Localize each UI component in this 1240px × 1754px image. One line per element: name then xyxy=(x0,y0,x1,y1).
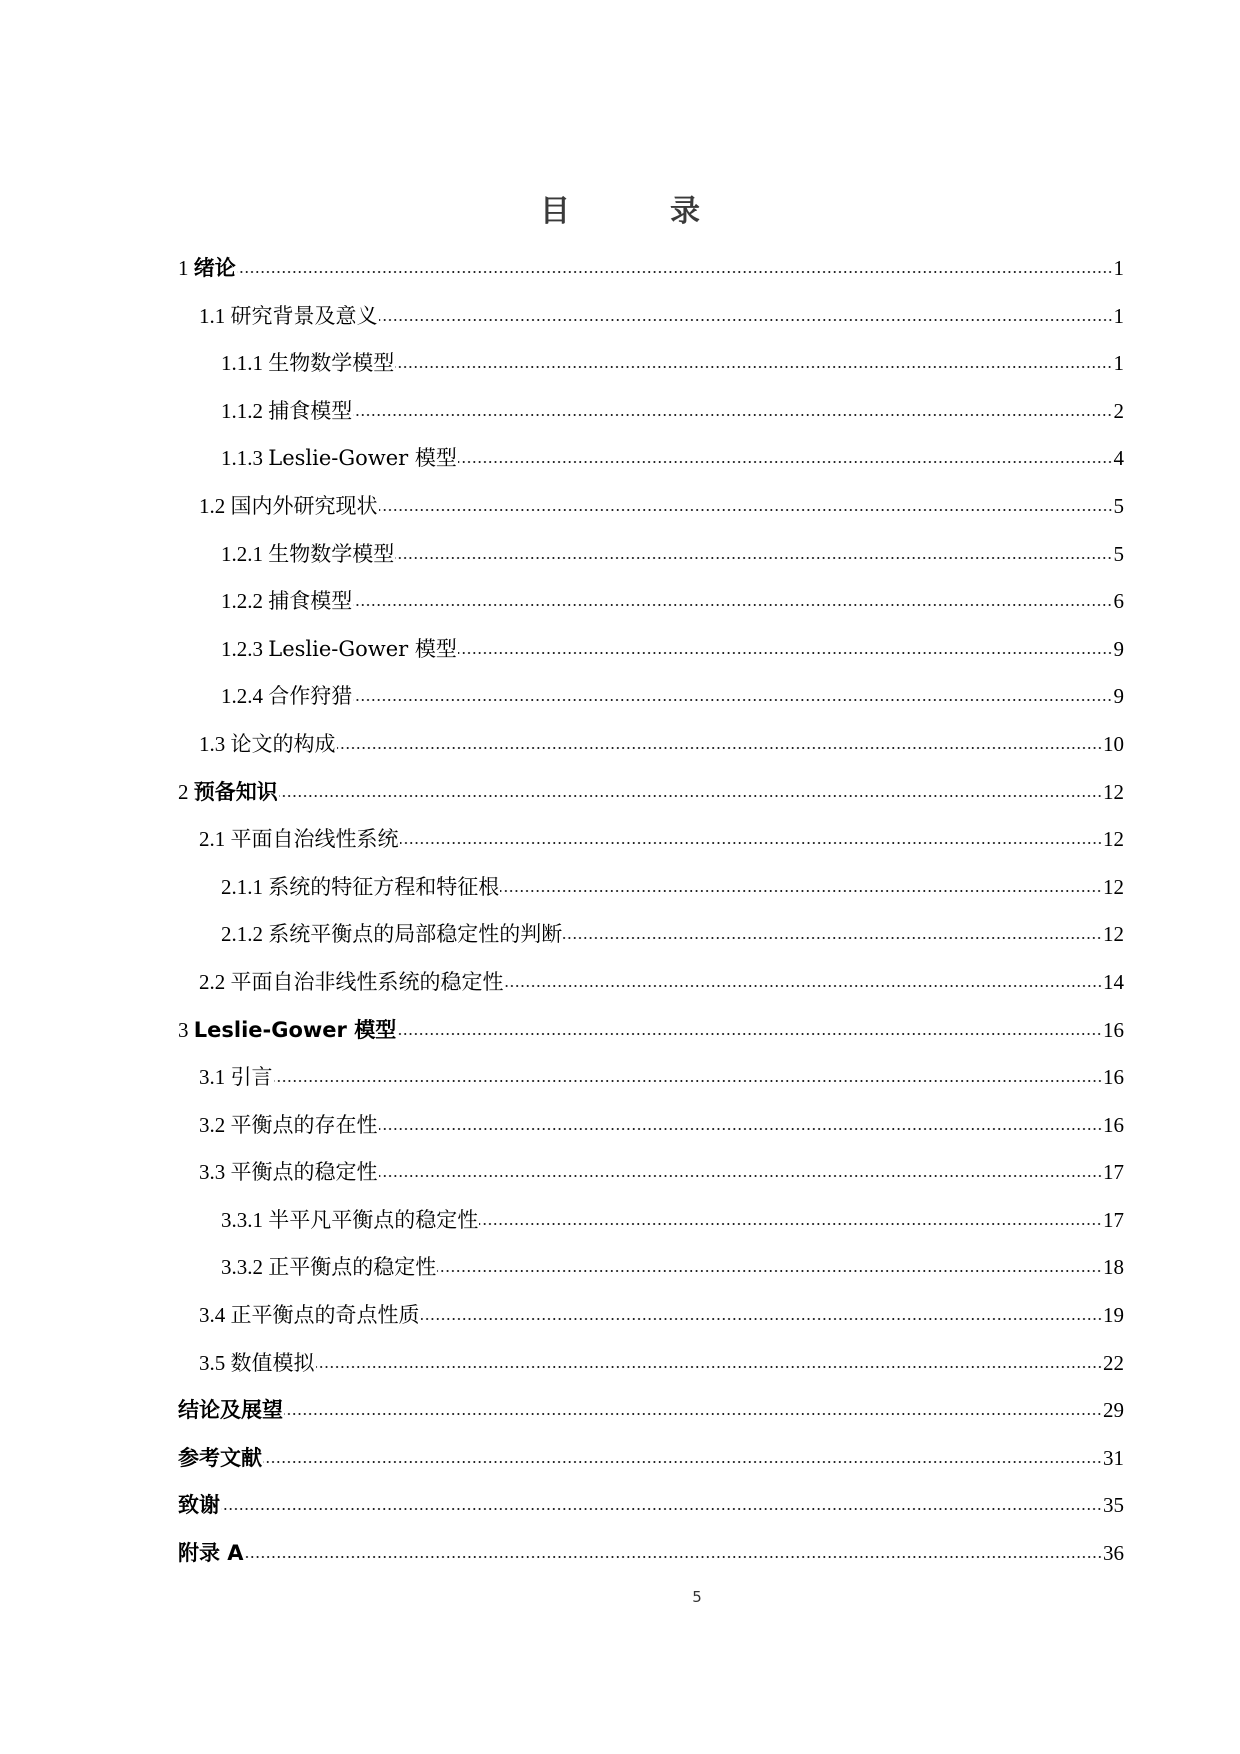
toc-entry-page-number: 16 xyxy=(1103,1112,1124,1137)
toc-entry-page-number: 17 xyxy=(1103,1160,1124,1185)
toc-entry-text: 平衡点的稳定性 xyxy=(230,1160,378,1185)
toc-entry-text: Leslie-Gower 模型 xyxy=(193,1017,397,1042)
toc-entry-number: 1.3 xyxy=(199,731,226,756)
toc-entry[interactable] xyxy=(178,916,1124,964)
toc-entry-number: 3.1 xyxy=(199,1065,226,1090)
toc-entry-page-number: 31 xyxy=(1103,1445,1124,1470)
dot-leader xyxy=(221,1492,1102,1512)
toc-entry-number: 1.1.2 xyxy=(221,398,263,423)
toc-entry-number: 1.1.1 xyxy=(221,351,263,376)
toc-entry-label xyxy=(199,1154,378,1190)
toc-entry-number: 1.1 xyxy=(199,303,226,328)
dot-leader xyxy=(379,1112,1103,1132)
dot-leader xyxy=(458,445,1113,465)
toc-entry-label xyxy=(221,631,457,667)
toc-entry-label xyxy=(178,774,278,810)
toc-entry[interactable] xyxy=(178,726,1124,774)
dot-leader xyxy=(284,1397,1102,1417)
toc-entry-text: 结论及展望 xyxy=(178,1398,283,1423)
dot-leader xyxy=(400,826,1103,846)
toc-entry-page-number: 16 xyxy=(1103,1017,1124,1042)
toc-entry[interactable] xyxy=(178,1012,1124,1060)
toc-entry-label xyxy=(221,916,562,952)
toc-entry-page-number: 17 xyxy=(1103,1207,1124,1232)
toc-entry-text: 致谢 xyxy=(178,1493,220,1518)
toc-entry-label xyxy=(199,1059,273,1095)
toc-entry[interactable] xyxy=(178,774,1124,822)
toc-entry-label xyxy=(178,1487,220,1523)
toc-entry-label xyxy=(199,821,399,857)
toc-entry-page-number: 4 xyxy=(1113,446,1124,471)
toc-entry-number: 3.3.2 xyxy=(221,1255,263,1280)
toc-entry-label xyxy=(221,536,394,572)
toc-entry-text: Leslie-Gower 模型 xyxy=(268,636,457,661)
dot-leader xyxy=(353,683,1112,703)
toc-entry-label xyxy=(199,488,378,524)
toc-entry-page-number: 12 xyxy=(1103,874,1124,899)
toc-entry-label xyxy=(178,1440,262,1476)
dot-leader xyxy=(505,969,1103,989)
toc-entry-text: 国内外研究现状 xyxy=(230,493,378,518)
toc-entry-label xyxy=(221,583,352,619)
toc-entry-page-number: 10 xyxy=(1103,731,1124,756)
dot-leader xyxy=(395,350,1112,370)
dot-leader xyxy=(337,731,1103,751)
toc-entry-page-number: 9 xyxy=(1113,684,1124,709)
toc-entry[interactable] xyxy=(178,1535,1124,1583)
toc-entry-number: 2 xyxy=(178,779,189,804)
toc-entry[interactable] xyxy=(178,1249,1124,1297)
dot-leader xyxy=(500,874,1102,894)
toc-entry-text: 系统的特征方程和特征根 xyxy=(268,874,500,899)
toc-entry-number: 2.2 xyxy=(199,969,226,994)
toc-entry-text: 合作狩猎 xyxy=(268,684,353,709)
toc-entry-label xyxy=(199,1297,420,1333)
toc-entry-number: 3.3.1 xyxy=(221,1207,263,1232)
toc-entry[interactable] xyxy=(178,1487,1124,1535)
toc-entry-text: 正平衡点的奇点性质 xyxy=(230,1303,420,1328)
dot-leader xyxy=(395,541,1112,561)
toc-entry-label xyxy=(221,345,394,381)
toc-entry-number: 1.2.2 xyxy=(221,589,263,614)
toc-entry-text: 参考文献 xyxy=(178,1445,262,1470)
toc-entry-label xyxy=(199,1107,378,1143)
toc-entry-label xyxy=(221,1249,436,1285)
toc-entry[interactable] xyxy=(178,1107,1124,1155)
toc-entry-label xyxy=(178,1535,244,1571)
toc-entry-number: 2.1 xyxy=(199,827,226,852)
dot-leader xyxy=(274,1064,1103,1084)
dot-leader xyxy=(263,1445,1102,1465)
toc-title xyxy=(0,192,1240,232)
toc-entry[interactable] xyxy=(178,1345,1124,1393)
toc-entry-text: 论文的构成 xyxy=(230,731,336,756)
toc-entry-number: 1.2 xyxy=(199,493,226,518)
toc-entry-label xyxy=(199,964,504,1000)
dot-leader xyxy=(379,493,1113,513)
table-of-contents xyxy=(178,250,1124,1583)
toc-entry-text: Leslie-Gower 模型 xyxy=(268,446,457,471)
toc-entry-page-number: 1 xyxy=(1113,351,1124,376)
toc-entry[interactable] xyxy=(178,1154,1124,1202)
toc-entry-text: 生物数学模型 xyxy=(268,351,395,376)
toc-entry-label xyxy=(221,1202,478,1238)
toc-entry-label xyxy=(178,250,236,286)
toc-entry[interactable] xyxy=(178,869,1124,917)
toc-entry[interactable] xyxy=(178,440,1124,488)
dot-leader xyxy=(353,398,1112,418)
toc-entry-number: 2.1.2 xyxy=(221,922,263,947)
toc-entry[interactable] xyxy=(178,1440,1124,1488)
toc-entry-text: 系统平衡点的局部稳定性的判断 xyxy=(268,922,563,947)
toc-entry-text: 预备知识 xyxy=(193,779,278,804)
toc-entry[interactable] xyxy=(178,678,1124,726)
toc-title-char-2: 录 xyxy=(670,194,700,229)
toc-entry-page-number: 16 xyxy=(1103,1065,1124,1090)
toc-entry-page-number: 19 xyxy=(1103,1303,1124,1328)
toc-entry-number: 3.4 xyxy=(199,1303,226,1328)
toc-entry[interactable] xyxy=(178,345,1124,393)
toc-entry[interactable] xyxy=(178,298,1124,346)
toc-entry-number: 2.1.1 xyxy=(221,874,263,899)
toc-entry-label xyxy=(199,1345,315,1381)
toc-entry-page-number: 12 xyxy=(1103,922,1124,947)
dot-leader xyxy=(421,1302,1103,1322)
toc-entry[interactable] xyxy=(178,393,1124,441)
toc-entry[interactable] xyxy=(178,631,1124,679)
toc-entry-page-number: 29 xyxy=(1103,1398,1124,1423)
toc-entry-text: 半平凡平衡点的稳定性 xyxy=(268,1207,479,1232)
toc-entry-label xyxy=(221,869,499,905)
toc-entry-text: 正平衡点的稳定性 xyxy=(268,1255,437,1280)
toc-entry-text: 研究背景及意义 xyxy=(230,303,378,328)
toc-entry-label xyxy=(199,298,378,334)
toc-entry-label xyxy=(199,726,336,762)
toc-entry-page-number: 22 xyxy=(1103,1350,1124,1375)
toc-entry-text: 绪论 xyxy=(193,256,236,280)
toc-entry[interactable] xyxy=(178,250,1124,298)
toc-entry-page-number: 12 xyxy=(1103,827,1124,852)
toc-entry-number: 3 xyxy=(178,1017,189,1042)
toc-entry-page-number: 14 xyxy=(1103,969,1124,994)
toc-entry-number: 1.2.4 xyxy=(221,684,263,709)
dot-leader xyxy=(458,636,1113,656)
toc-entry[interactable] xyxy=(178,964,1124,1012)
dot-leader xyxy=(563,921,1102,941)
toc-entry[interactable] xyxy=(178,536,1124,584)
toc-entry-label xyxy=(221,393,352,429)
toc-entry-page-number: 36 xyxy=(1103,1541,1124,1566)
toc-entry-text: 数值模拟 xyxy=(230,1350,315,1375)
toc-entry-text: 捕食模型 xyxy=(268,398,353,423)
toc-entry-text: 附录 A xyxy=(178,1541,244,1566)
dot-leader xyxy=(437,1254,1102,1274)
dot-leader xyxy=(397,1017,1102,1037)
dot-leader xyxy=(316,1350,1103,1370)
toc-entry-page-number: 2 xyxy=(1113,398,1124,423)
toc-entry-page-number: 5 xyxy=(1113,493,1124,518)
toc-entry[interactable] xyxy=(178,488,1124,536)
toc-entry-page-number: 35 xyxy=(1103,1493,1124,1518)
toc-entry-number: 1.1.3 xyxy=(221,446,263,471)
toc-entry-label xyxy=(221,440,457,476)
toc-entry-number: 1.2.3 xyxy=(221,636,263,661)
toc-entry[interactable] xyxy=(178,583,1124,631)
toc-entry-label xyxy=(178,1392,283,1428)
page-footer xyxy=(0,1588,1240,1606)
toc-entry-number: 3.2 xyxy=(199,1112,226,1137)
toc-entry-number: 3.3 xyxy=(199,1160,226,1185)
toc-entry-text: 平面自治线性系统 xyxy=(230,827,399,852)
toc-entry-page-number: 18 xyxy=(1103,1255,1124,1280)
toc-entry-text: 平衡点的存在性 xyxy=(230,1112,378,1137)
toc-title-char-1: 目 xyxy=(540,194,570,229)
toc-entry-number: 3.5 xyxy=(199,1350,226,1375)
toc-entry-text: 捕食模型 xyxy=(268,589,353,614)
dot-leader xyxy=(479,1207,1102,1227)
toc-entry-page-number: 6 xyxy=(1113,589,1124,614)
toc-entry-page-number: 5 xyxy=(1113,541,1124,566)
dot-leader xyxy=(279,779,1102,799)
toc-entry-text: 生物数学模型 xyxy=(268,541,395,566)
dot-leader xyxy=(379,1159,1103,1179)
toc-entry[interactable] xyxy=(178,821,1124,869)
toc-entry-label xyxy=(178,1012,396,1048)
toc-entry[interactable] xyxy=(178,1059,1124,1107)
toc-entry-text: 平面自治非线性系统的稳定性 xyxy=(230,969,504,994)
toc-entry-page-number: 9 xyxy=(1113,636,1124,661)
toc-entry[interactable] xyxy=(178,1392,1124,1440)
dot-leader xyxy=(245,1540,1102,1560)
toc-entry-page-number: 1 xyxy=(1113,256,1124,280)
toc-entry-number: 1 xyxy=(178,256,189,280)
toc-entry-label xyxy=(221,678,352,714)
dot-leader xyxy=(237,255,1113,275)
dot-leader xyxy=(353,588,1112,608)
toc-entry-page-number: 1 xyxy=(1113,303,1124,328)
toc-entry[interactable] xyxy=(178,1297,1124,1345)
toc-entry-text: 引言 xyxy=(230,1065,273,1090)
footer-page-number: 5 xyxy=(692,1588,702,1606)
toc-entry-number: 1.2.1 xyxy=(221,541,263,566)
dot-leader xyxy=(379,303,1113,323)
toc-entry[interactable] xyxy=(178,1202,1124,1250)
toc-entry-page-number: 12 xyxy=(1103,779,1124,804)
